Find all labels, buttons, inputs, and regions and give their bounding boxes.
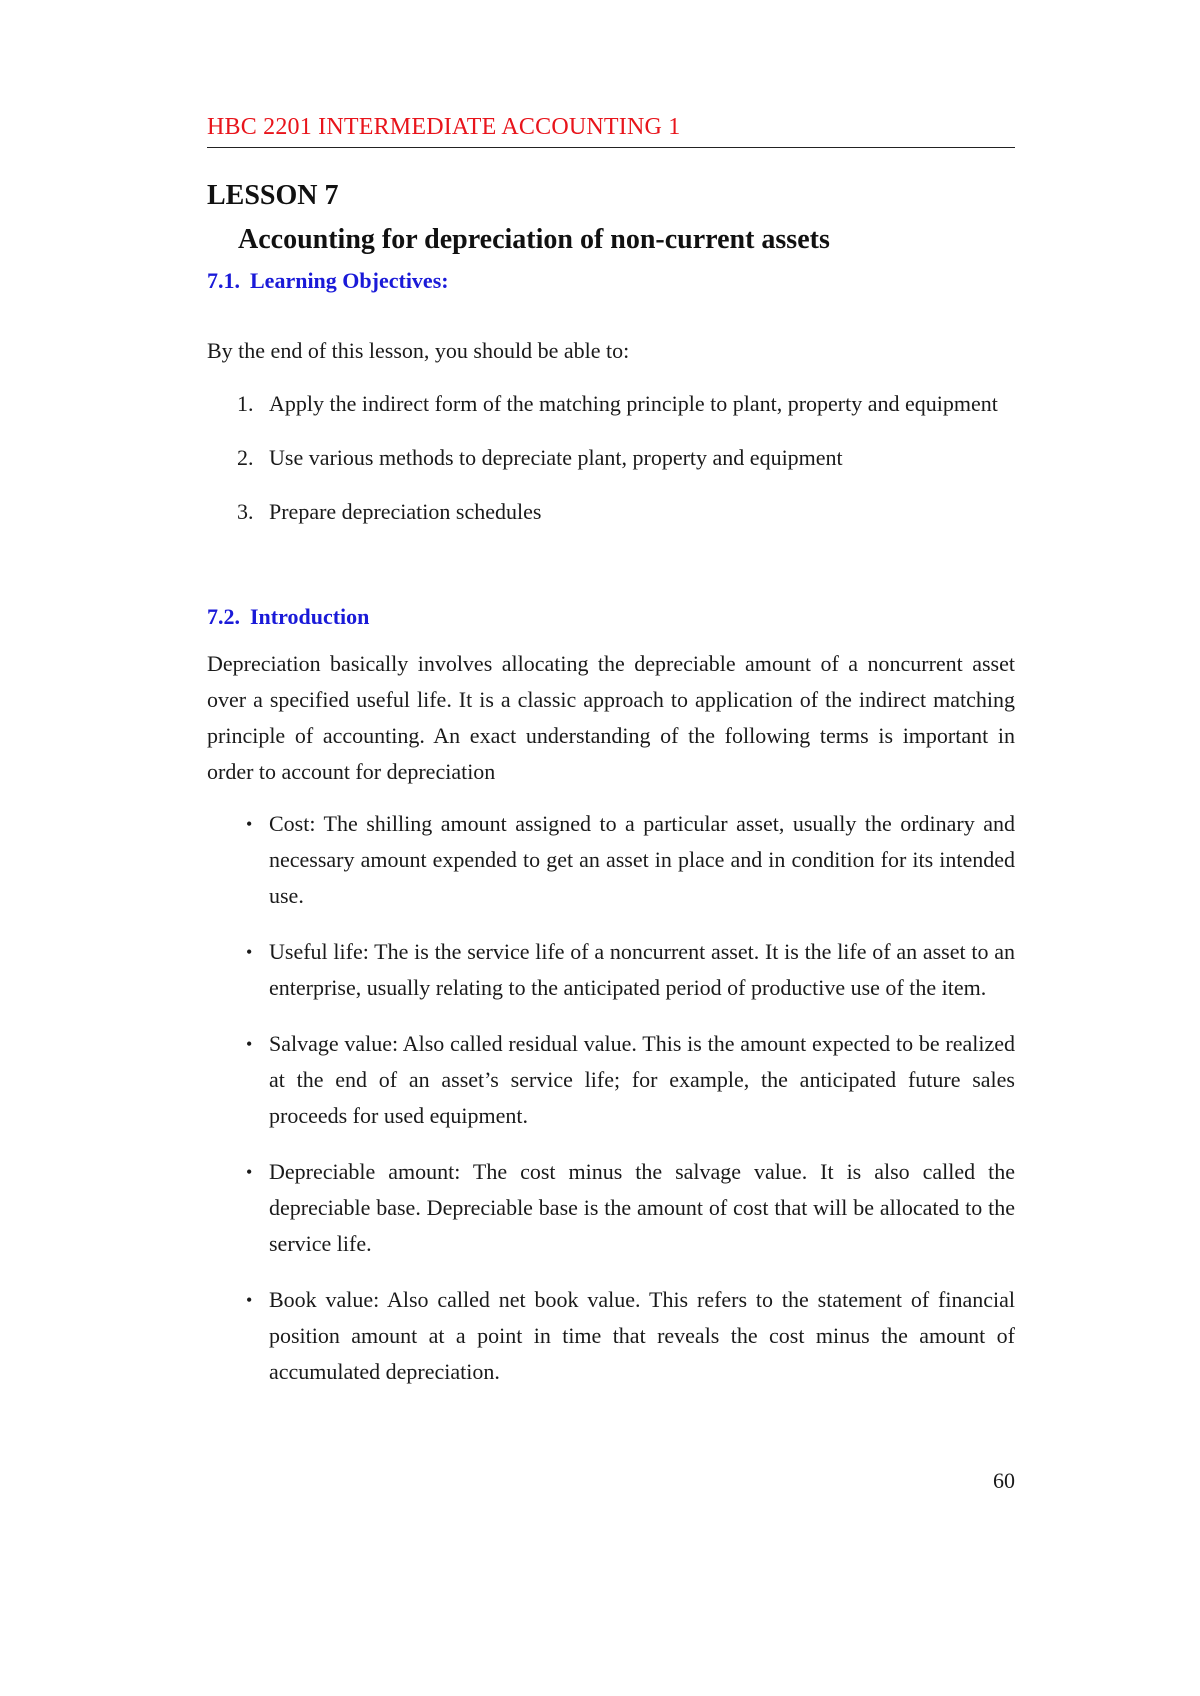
list-item-text: Useful life: The is the service life of a noncurrent asset. It is the life of an asset to an enterprise, usually relating to the anticipated period of productive use of the item. <box>269 939 1015 1000</box>
objectives-list <box>207 386 1015 548</box>
list-item-text: Salvage value: Also called residual value. This is the amount expected to be realized at the end of an asset’s service life; for example, the anticipated future sales proceeds for used equipment. <box>269 1031 1015 1128</box>
page-number: 60 <box>993 1468 1015 1493</box>
list-item-text: Prepare depreciation schedules <box>269 499 542 524</box>
list-item-text: Use various methods to depreciate plant, property and equipment <box>269 445 843 470</box>
section-heading-objectives <box>207 268 449 294</box>
list-marker: 3. <box>237 499 254 524</box>
section-heading-introduction <box>207 604 369 630</box>
list-item <box>207 494 1015 530</box>
list-marker: 2. <box>237 445 254 470</box>
list-item-text: Depreciable amount: The cost minus the salvage value. It is also called the depreciable base. Depreciable base is the amount of cost that will be allocated to the service life. <box>269 1159 1015 1256</box>
bullet-icon: • <box>246 1162 253 1182</box>
terms-list <box>207 806 1015 1410</box>
section-number: 7.1. <box>207 268 240 293</box>
header-rule <box>207 147 1015 148</box>
running-header: HBC 2201 INTERMEDIATE ACCOUNTING 1 <box>207 114 681 140</box>
list-item-text: Book value: Also called net book value. This refers to the statement of financial position amount at a point in time that reveals the cost minus the amount of accumulated depreciation. <box>269 1287 1015 1384</box>
bullet-icon: • <box>246 814 253 834</box>
list-item <box>207 1154 1015 1262</box>
section-title: Learning Objectives: <box>250 268 449 293</box>
list-item <box>207 1026 1015 1134</box>
section-number: 7.2. <box>207 604 240 629</box>
bullet-icon: • <box>246 1034 253 1054</box>
list-item-text: Cost: The shilling amount assigned to a particular asset, usually the ordinary and necessary amount expended to get an asset in place and in condition for its intended use. <box>269 811 1015 908</box>
introduction-paragraph: Depreciation basically involves allocating the depreciable amount of a noncurrent asset over a specified useful life. It is a classic approach to application of the indirect matching principle of accounting. An exact understanding of the following terms is important in order to account for depreciation <box>207 651 1015 784</box>
bullet-icon: • <box>246 1290 253 1310</box>
objectives-intro: By the end of this lesson, you should be able to: <box>207 338 630 363</box>
list-item <box>207 386 1015 422</box>
list-item <box>207 806 1015 914</box>
lesson-label: LESSON 7 <box>207 180 339 211</box>
list-item <box>207 1282 1015 1390</box>
list-item <box>207 440 1015 476</box>
section-title: Introduction <box>250 604 370 629</box>
list-marker: 1. <box>237 391 254 416</box>
list-item <box>207 934 1015 1006</box>
bullet-icon: • <box>246 942 253 962</box>
lesson-title: Accounting for depreciation of non-current assets <box>238 224 830 255</box>
list-item-text: Apply the indirect form of the matching principle to plant, property and equipment <box>269 391 998 416</box>
